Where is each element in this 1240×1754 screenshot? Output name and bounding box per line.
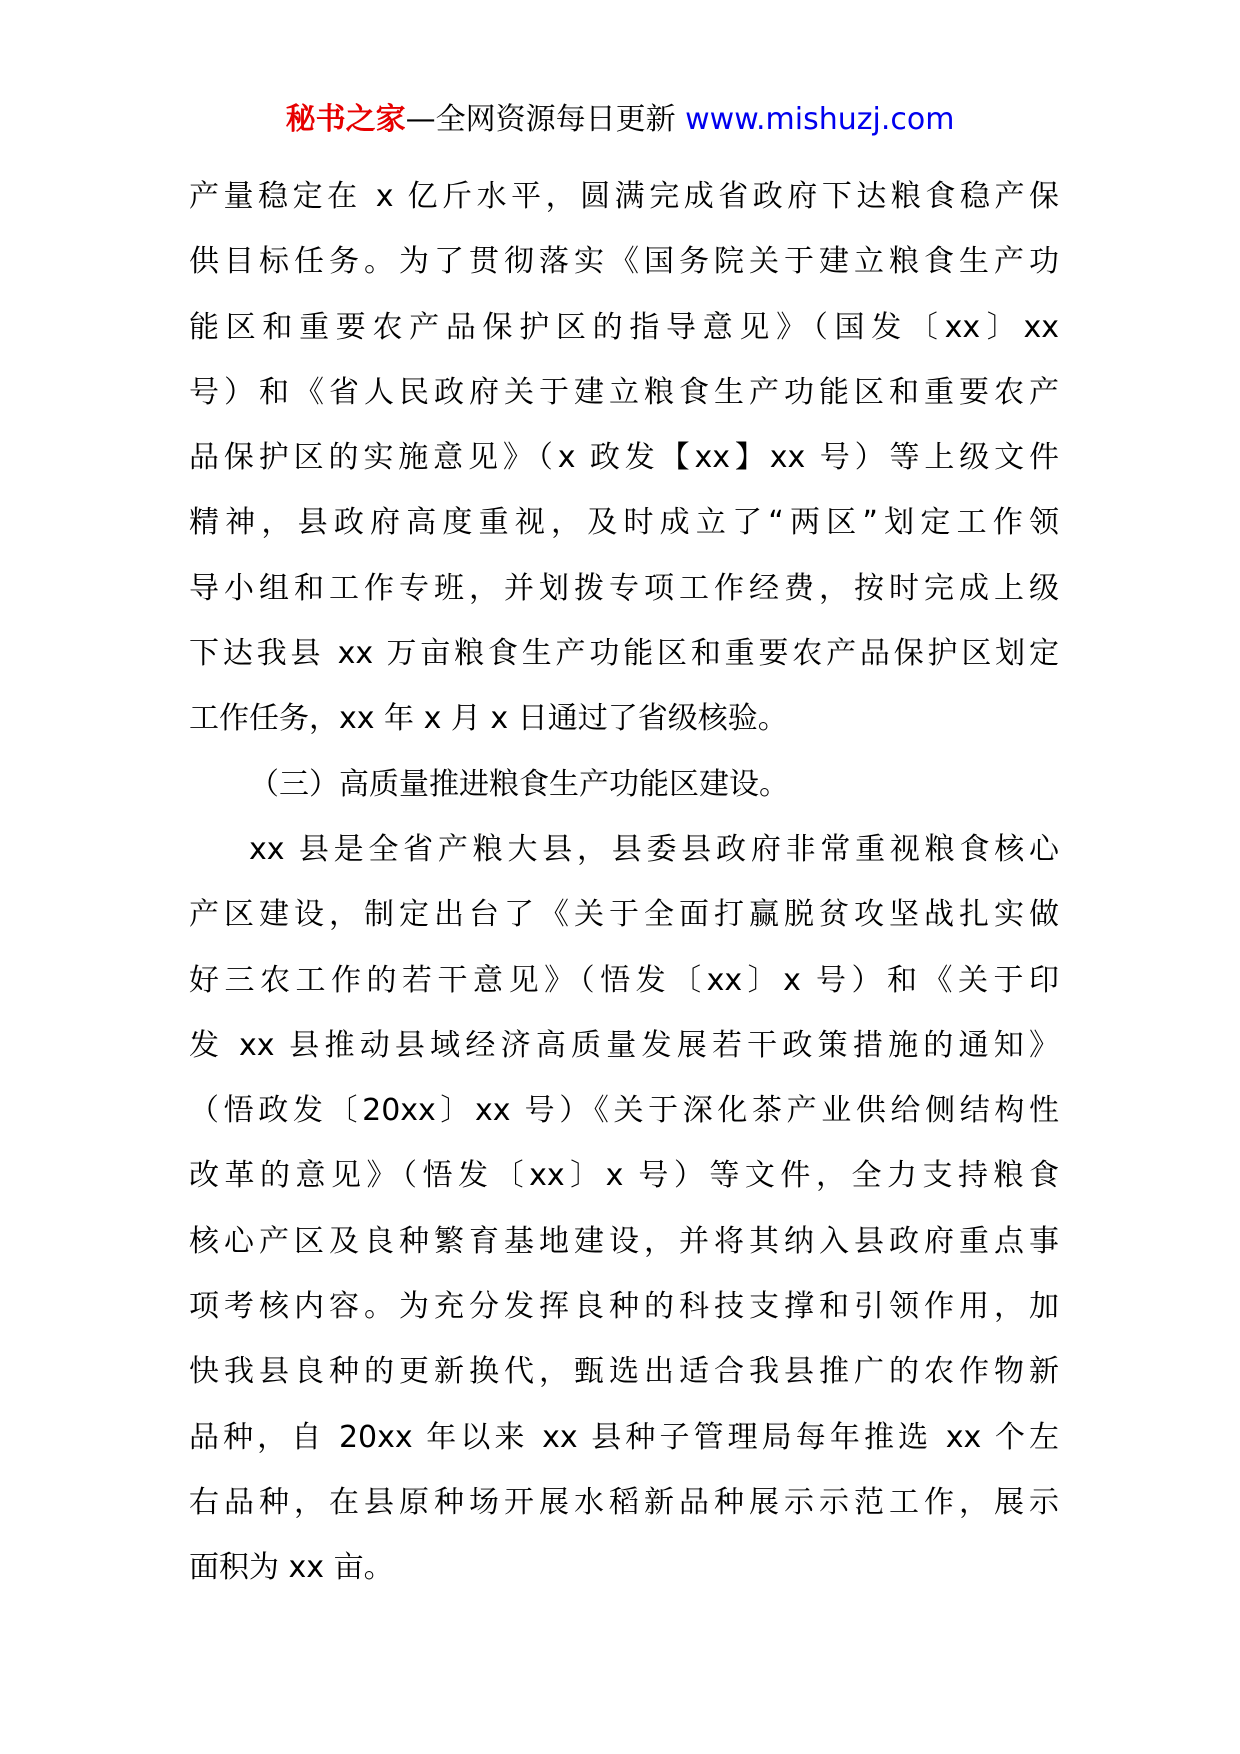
paragraph <box>189 817 1059 1601</box>
page-header <box>0 100 1240 140</box>
paragraph <box>189 164 1059 752</box>
text-line: 工作任务，xx 年 x 月 x 日通过了省级核验。 <box>189 701 788 737</box>
text-line: 品保护区的实施意见》（x 政发【xx】xx 号）等上级文件 <box>189 440 1059 476</box>
text-line: 好三农工作的若干意见》（悟发〔xx〕x 号）和《关于印 <box>189 962 1059 998</box>
text-line: 右品种，在县原种场开展水稻新品种展示示范工作，展示 <box>189 1484 1059 1520</box>
site-url-link[interactable]: www.mishuzj.com <box>685 102 955 137</box>
text-line: 项考核内容。为充分发挥良种的科技支撑和引领作用，加 <box>189 1289 1059 1325</box>
text-line: 导小组和工作专班，并划拨专项工作经费，按时完成上级 <box>189 570 1059 606</box>
text-line: 核心产区及良种繁育基地建设，并将其纳入县政府重点事 <box>189 1223 1059 1259</box>
text-line: 产量稳定在 x 亿斤水平，圆满完成省政府下达粮食稳产保 <box>189 179 1059 214</box>
text-line: 号）和《省人民政府关于建立粮食生产功能区和重要农产 <box>189 374 1059 410</box>
section-heading <box>189 752 1059 817</box>
text-line: （三）高质量推进粮食生产功能区建设。 <box>249 766 789 802</box>
header-tagline: —全网资源每日更新 <box>405 102 676 137</box>
text-line: 供目标任务。为了贯彻落实《国务院关于建立粮食生产功 <box>189 244 1059 280</box>
text-line: 改革的意见》（悟发〔xx〕x 号）等文件，全力支持粮食 <box>189 1158 1059 1194</box>
text-line: xx 县是全省产粮大县，县委县政府非常重视粮食核心 <box>249 831 1059 867</box>
text-line: 下达我县 xx 万亩粮食生产功能区和重要农产品保护区划定 <box>189 636 1059 672</box>
text-line: （悟政发〔20xx〕xx 号）《关于深化茶产业供给侧结构性 <box>189 1093 1059 1129</box>
text-line: 快我县良种的更新换代，甄选出适合我县推广的农作物新 <box>189 1354 1059 1390</box>
text-line: 面积为 xx 亩。 <box>189 1550 394 1586</box>
text-line: 发 xx 县推动县域经济高质量发展若干政策措施的通知》 <box>189 1027 1059 1063</box>
text-line: 精神，县政府高度重视，及时成立了“两区”划定工作领 <box>189 505 1059 541</box>
text-line: 产区建设，制定出台了《关于全面打赢脱贫攻坚战扎实做 <box>189 897 1059 933</box>
text-line: 品种，自 20xx 年以来 xx 县种子管理局每年推选 xx 个左 <box>189 1419 1059 1455</box>
brand-name: 秘书之家 <box>285 102 406 137</box>
text-line: 能区和重要农产品保护区的指导意见》（国发〔xx〕xx <box>189 309 1059 345</box>
document-body <box>189 164 1059 1601</box>
